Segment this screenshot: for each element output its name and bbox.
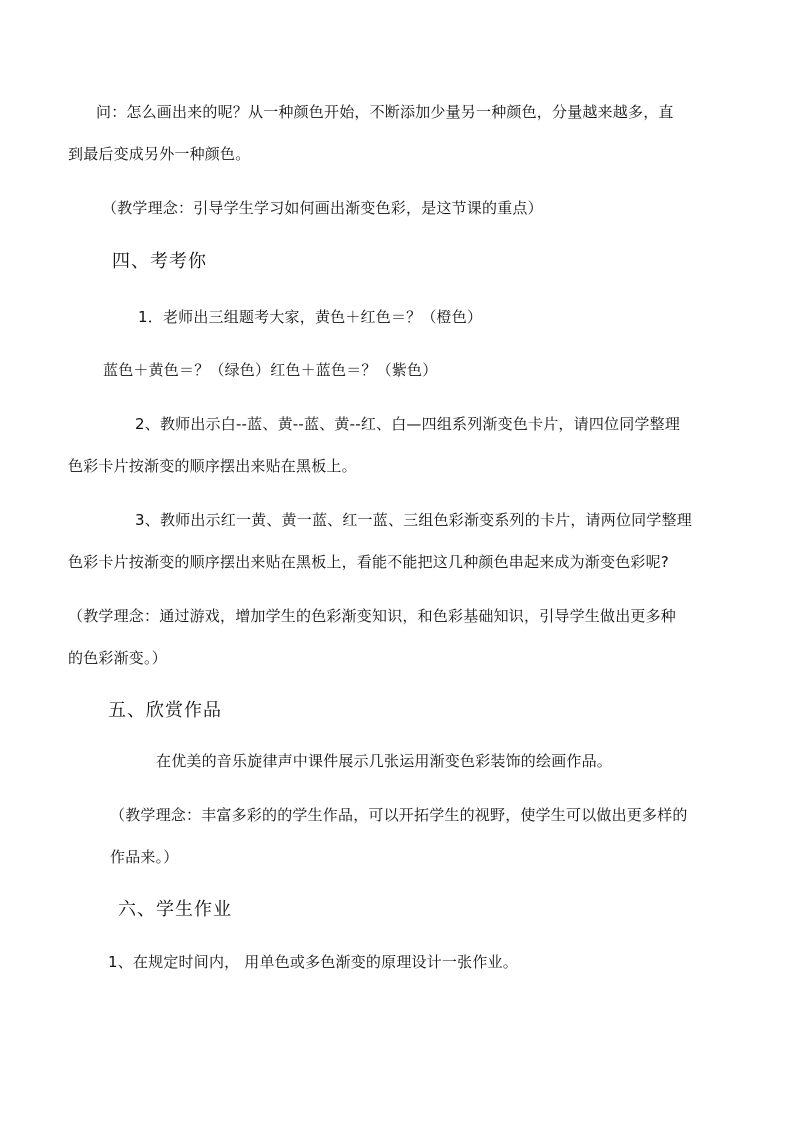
teaching-concept-1: （教学理念：引导学生学习如何画出渐变色彩，是这节课的重点） xyxy=(102,199,543,217)
teaching-concept-2-line-2: 的色彩渐变。） xyxy=(68,649,167,667)
quiz-item-2-line-2: 色彩卡片按渐变的顺序摆出来贴在黑板上。 xyxy=(68,457,357,475)
homework-item-1: 1、在规定时间内， 用单色或多色渐变的原理设计一张作业。 xyxy=(108,953,518,971)
quiz-item-1-continued: 蓝色＋黄色＝？（绿色）红色＋蓝色＝？（紫色） xyxy=(103,361,438,379)
teaching-concept-3-line-1: （教学理念：丰富多彩的的学生作品，可以开拓学生的视野，使学生可以做出更多样的 xyxy=(110,806,688,824)
section-heading-5: 五、欣赏作品 xyxy=(108,700,222,721)
quiz-item-3-line-2: 色彩卡片按渐变的顺序摆出来贴在黑板上，看能不能把这几种颜色串起来成为渐变色彩呢? xyxy=(68,553,669,571)
quiz-item-1: 1．老师出三组题考大家，黄色＋红色＝？（橙色） xyxy=(138,308,483,326)
section-heading-6: 六、学生作业 xyxy=(118,899,232,920)
teaching-concept-3-line-2: 作品来。） xyxy=(110,848,179,866)
question-paragraph-line-1: 问：怎么画出来的呢？从一种颜色开始，不断添加少量另一种颜色，分量越来越多，直 xyxy=(96,103,674,121)
appreciation-paragraph: 在优美的音乐旋律声中课件展示几张运用渐变色彩装饰的绘画作品。 xyxy=(156,752,613,770)
quiz-item-2-line-1: 2、教师出示白--蓝、黄--蓝、黄--红、白—四组系列渐变色卡片，请四位同学整理 xyxy=(135,415,681,433)
question-paragraph-line-2: 到最后变成另外一种颜色。 xyxy=(68,145,251,163)
section-heading-4: 四、考考你 xyxy=(112,251,207,272)
quiz-item-3-line-1: 3、教师出示红一黄、黄一蓝、红一蓝、三组色彩渐变系列的卡片，请两位同学整理 xyxy=(135,511,692,529)
teaching-concept-2-line-1: （教学理念：通过游戏，增加学生的色彩渐变知识，和色彩基础知识，引导学生做出更多种 xyxy=(68,607,677,625)
